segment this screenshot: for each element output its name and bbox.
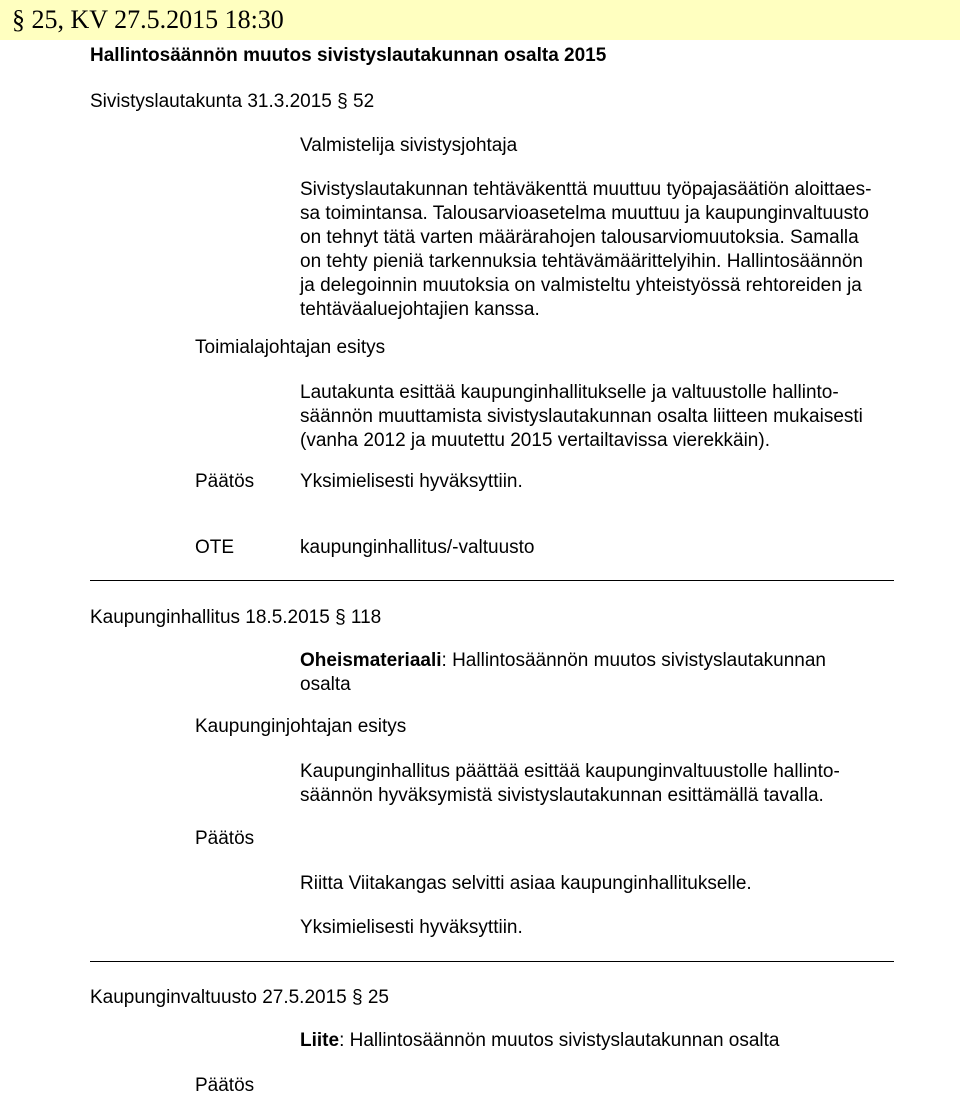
attachment-text: : Hallintosäännön muutos sivistyslautakunnan osalta: [339, 1030, 780, 1051]
proposal-paragraph: [300, 381, 900, 453]
ote-label: OTE: [195, 537, 235, 558]
section-divider: [90, 961, 894, 962]
decision-text: Yksimielisesti hyväksyttiin.: [300, 917, 523, 938]
decision-label: Päätös: [195, 1075, 255, 1096]
paragraph-line: Lautakunta esittää kaupunginhallitukselle ja valtuustolle hallinto-: [300, 382, 839, 403]
paragraph-line: Kaupunginhallitus päättää esittää kaupunginvaltuustolle hallinto-: [300, 761, 840, 782]
paragraph-line: tehtäväaluejohtajien kanssa.: [300, 299, 540, 320]
paragraph-line: on tehnyt tätä varten määrärahojen talousarviomuutoksia. Samalla: [300, 227, 859, 248]
decision-note: Riitta Viitakangas selvitti asiaa kaupunginhallitukselle.: [300, 873, 752, 894]
section-header: § 25, KV 27.5.2015 18:30: [12, 5, 284, 34]
paragraph-line: Sivistyslautakunnan tehtäväkenttä muuttuu työpajasäätiön aloittaes-: [300, 179, 872, 200]
attachment-line: [300, 1029, 780, 1053]
attachment-text-continued: osalta: [300, 674, 351, 695]
attachment-text: : Hallintosäännön muutos sivistyslautakunnan: [441, 650, 826, 671]
attachment-paragraph: [300, 649, 900, 697]
preparer-label: Valmistelija sivistysjohtaja: [300, 135, 518, 156]
ote-recipients: kaupunginhallitus/-valtuusto: [300, 537, 535, 558]
paragraph-line: ja delegoinnin muutoksia on valmisteltu yhteistyössä rehtoreiden ja: [300, 275, 862, 296]
paragraph-line: (vanha 2012 ja muutettu 2015 vertailtavissa vierekkäin).: [300, 430, 770, 451]
decision-text: Yksimielisesti hyväksyttiin.: [300, 471, 523, 492]
proposal-paragraph: [300, 760, 900, 808]
meeting-kaupunginhallitus: Kaupunginhallitus 18.5.2015 § 118: [90, 607, 382, 628]
paragraph-line: säännön muuttamista sivistyslautakunnan osalta liitteen mukaisesti: [300, 406, 863, 427]
paragraph-line: on tehty pieniä tarkennuksia tehtävämäärittelyihin. Hallintosäännön: [300, 251, 863, 272]
attachment-label: Oheismateriaali: [300, 650, 442, 671]
attachment-label: Liite: [300, 1030, 340, 1051]
header-band: [0, 0, 960, 40]
section-divider: [90, 580, 894, 581]
paragraph-line: sa toimintansa. Talousarvioasetelma muuttuu ja kaupunginvaltuusto: [300, 203, 869, 224]
decision-label: Päätös: [195, 828, 255, 849]
preparation-paragraph: [300, 178, 900, 322]
decision-label: Päätös: [195, 471, 255, 492]
meeting-kaupunginvaltuusto: Kaupunginvaltuusto 27.5.2015 § 25: [90, 987, 389, 1008]
proposal-label: Toimialajohtajan esitys: [195, 337, 386, 358]
proposal-label: Kaupunginjohtajan esitys: [195, 716, 407, 737]
meeting-sivistyslautakunta: Sivistyslautakunta 31.3.2015 § 52: [90, 91, 375, 112]
paragraph-line: säännön hyväksymistä sivistyslautakunnan esittämällä tavalla.: [300, 785, 824, 806]
document-title: Hallintosäännön muutos sivistyslautakunnan osalta 2015: [90, 45, 607, 66]
